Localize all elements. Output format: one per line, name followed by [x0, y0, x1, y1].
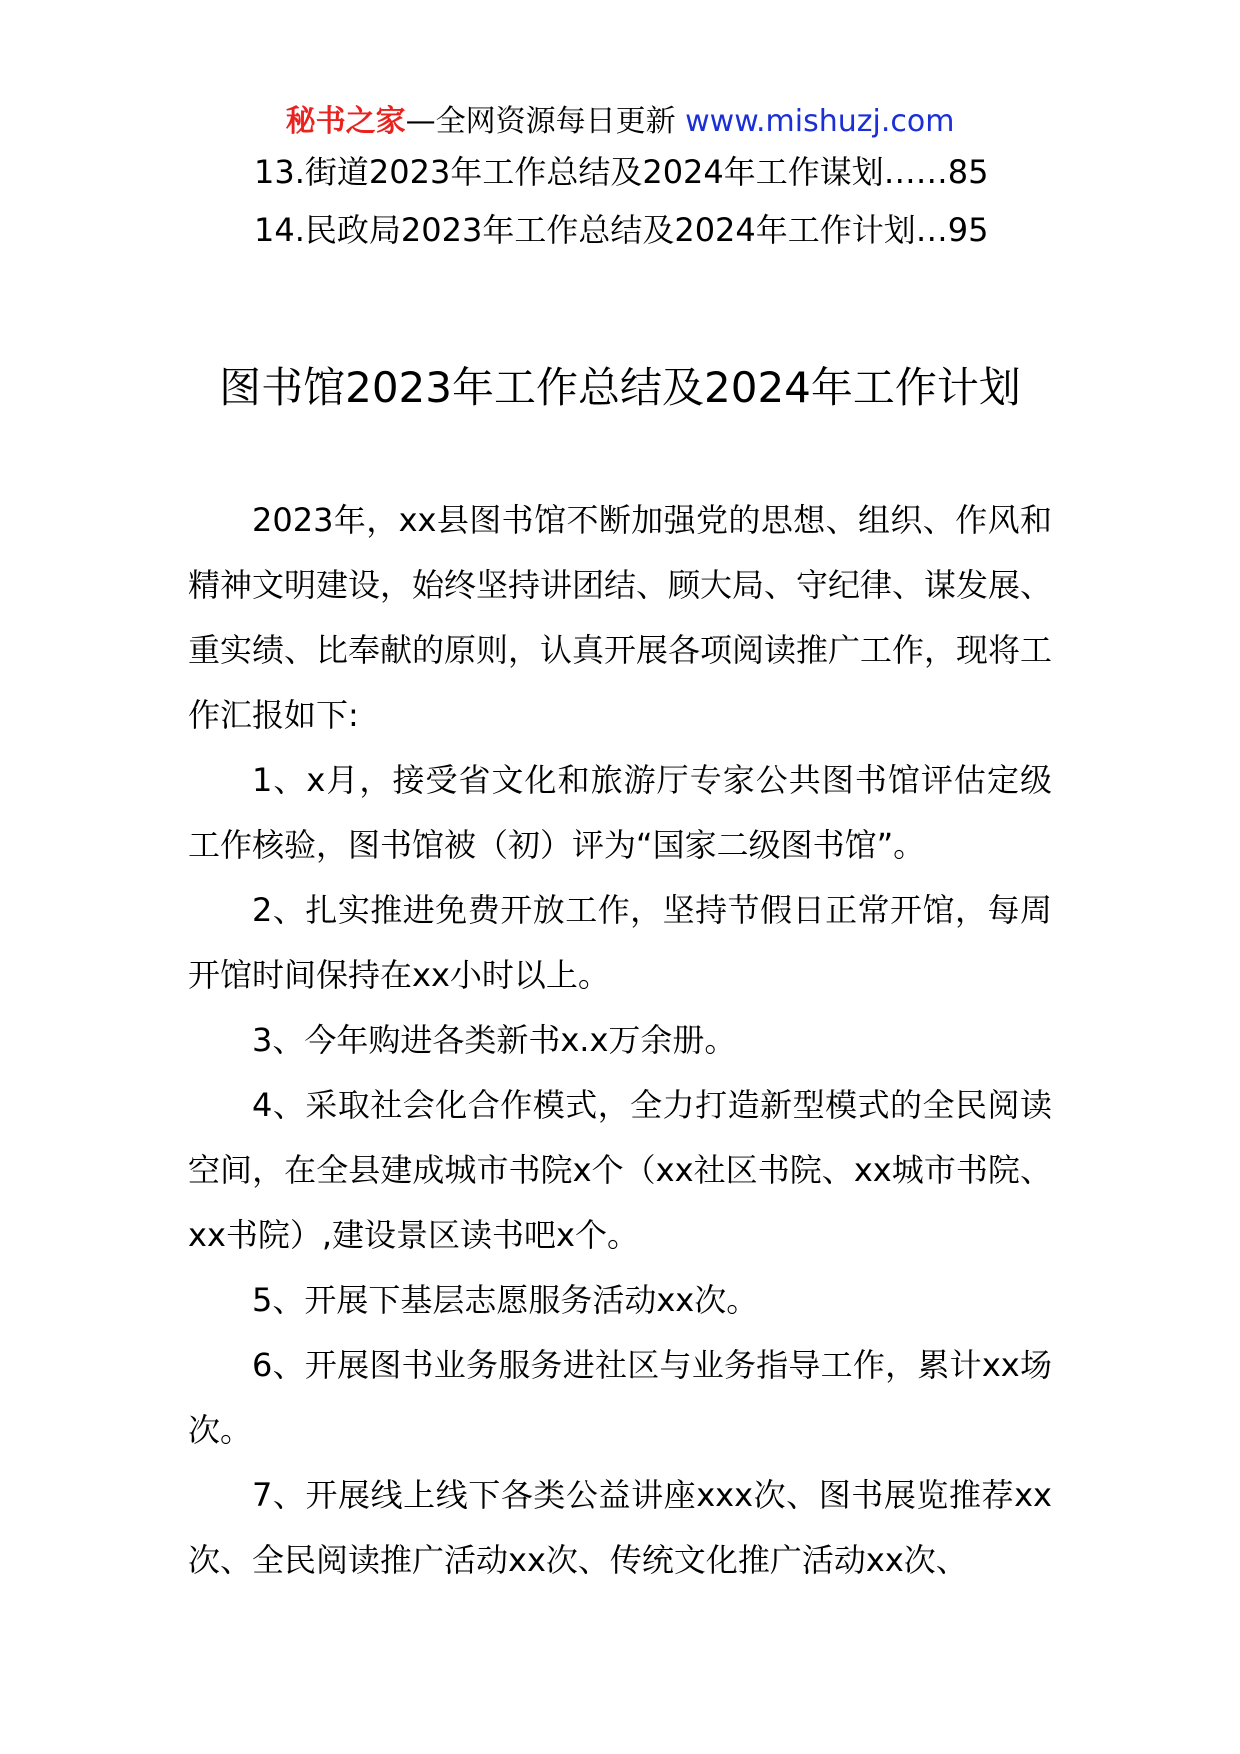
- paragraph-item-6: 6、开展图书业务服务进社区与业务指导工作，累计xx场次。: [188, 1346, 1052, 1449]
- site-url-link[interactable]: www.mishuzj.com: [685, 104, 955, 139]
- header-tagline: —全网资源每日更新: [405, 104, 676, 139]
- document-title: 图书馆2023年工作总结及2024年工作计划: [219, 363, 1021, 412]
- toc-item-14[interactable]: 14.民政局2023年工作总结及2024年工作计划…95: [254, 211, 989, 249]
- paragraph-item-4: 4、采取社会化合作模式，全力打造新型模式的全民阅读空间，在全县建成城市书院x个（xx社区书院、xx城市书院、xx书院）,建设景区读书吧x个。: [188, 1086, 1052, 1254]
- paragraph-item-7: 7、开展线上线下各类公益讲座xxx次、图书展览推荐xx次、全民阅读推广活动xx次、传统文化推广活动xx次、: [188, 1476, 1052, 1579]
- brand-name: 秘书之家: [285, 104, 406, 139]
- site-header: [0, 102, 1240, 142]
- document-body: [188, 488, 1052, 1593]
- paragraph-intro: 2023年，xx县图书馆不断加强党的思想、组织、作风和精神文明建设，始终坚持讲团结、顾大局、守纪律、谋发展、重实绩、比奉献的原则，认真开展各项阅读推广工作，现将工作汇报如下:: [188, 501, 1053, 734]
- paragraph-item-1: 1、x月，接受省文化和旅游厅专家公共图书馆评估定级工作核验，图书馆被（初）评为“国家二级图书馆”。: [188, 761, 1052, 864]
- toc-item-13[interactable]: 13.街道2023年工作总结及2024年工作谋划……85: [254, 153, 989, 191]
- paragraph-item-3: 3、今年购进各类新书x.x万余册。: [252, 1021, 737, 1059]
- paragraph-item-5: 5、开展下基层志愿服务活动xx次。: [252, 1281, 759, 1319]
- paragraph-item-2: 2、扎实推进免费开放工作，坚持节假日正常开馆，每周开馆时间保持在xx小时以上。: [188, 891, 1052, 994]
